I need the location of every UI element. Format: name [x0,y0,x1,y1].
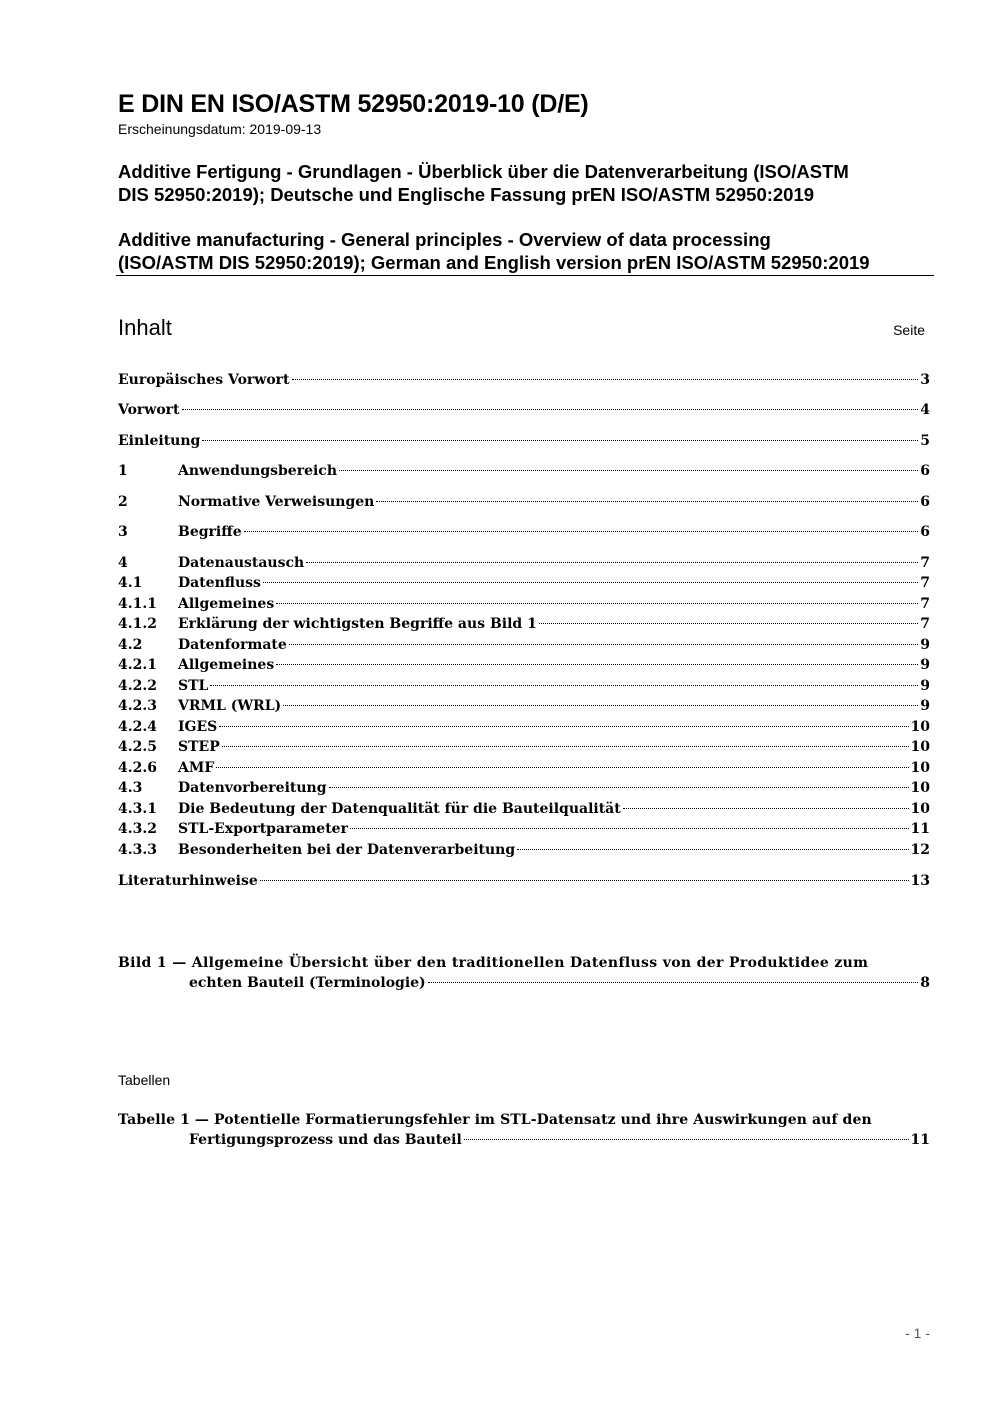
english-title [118,228,938,274]
toc-entry-page: 7 [920,616,930,632]
toc-entry-title: Normative Verweisungen [178,494,375,510]
toc-entry-page: 12 [910,842,930,858]
toc-entry[interactable] [118,698,930,718]
toc-leader [329,787,909,788]
toc-entry-page: 10 [910,801,930,817]
toc-leader [306,562,918,563]
toc-entry-page: 3 [920,372,930,388]
table-caption-line-1: Tabelle 1 — Potentielle Formatierungsfehler im STL-Datensatz und ihre Auswirkungen auf den [118,1112,872,1128]
toc-entry-title: STL [178,678,209,694]
toc-entry[interactable] [118,524,930,544]
toc-entry-page: 7 [920,555,930,571]
english-title-line-2: (ISO/ASTM DIS 52950:2019); German and English version prEN ISO/ASTM 52950:2019 [118,252,870,273]
toc-entry-title: IGES [178,719,218,735]
toc-entry-number: 4.2.1 [118,657,157,673]
toc-leader [202,440,918,441]
toc-leader [350,828,909,829]
toc-entry[interactable] [118,760,930,780]
german-title-line-2: DIS 52950:2019); Deutsche und Englische Fassung prEN ISO/ASTM 52950:2019 [118,184,815,205]
toc-entry[interactable] [118,739,930,759]
toc-entry[interactable] [118,842,930,862]
toc-entry[interactable] [118,657,930,677]
toc-entry-number: 4.2.2 [118,678,157,694]
toc-leader [263,582,918,583]
toc-entry[interactable] [118,575,930,595]
toc-entry-page: 9 [920,657,930,673]
toc-entry[interactable] [118,433,930,453]
toc-entry-number: 4.3 [118,780,143,796]
toc-entry[interactable] [118,494,930,514]
toc-entry-number: 4.1.1 [118,596,157,612]
toc-entry-page: 4 [920,402,930,418]
toc-entry-number: 4.3.2 [118,821,157,837]
toc-entry-page: 9 [920,698,930,714]
toc-entry-title: Datenformate [178,637,287,653]
toc-leader [260,880,909,881]
toc-entry[interactable] [118,596,930,616]
toc-entry-title: Europäisches Vorwort [118,372,290,388]
toc-entry-number: 4.3.1 [118,801,157,817]
toc-entry[interactable] [118,801,930,821]
german-title [118,160,938,206]
figure-page: 8 [920,975,930,991]
toc-entry-page: 11 [910,821,930,837]
toc-leader [517,849,908,850]
toc-entry-title: Datenfluss [178,575,261,591]
toc-entry[interactable] [118,780,930,800]
document-title: E DIN EN ISO/ASTM 52950:2019-10 (D/E) [118,90,589,118]
toc-leader [219,726,908,727]
toc-entry-number: 4.2.4 [118,719,157,735]
figure-list-entry[interactable] [118,953,930,993]
table-list-entry[interactable] [118,1110,930,1150]
toc-entry-number: 4.2.6 [118,760,157,776]
toc-entry[interactable] [118,372,930,392]
toc-leader [283,705,918,706]
toc-entry-number: 3 [118,524,128,540]
toc-entry[interactable] [118,821,930,841]
toc-entry-number: 4.1.2 [118,616,157,632]
toc-entry-page: 9 [920,678,930,694]
publication-date: Erscheinungsdatum: 2019-09-13 [118,121,322,137]
toc-entry-page: 6 [920,463,930,479]
toc-entry-title: Allgemeines [178,657,275,673]
figure-caption-line-1: Bild 1 — Allgemeine Übersicht über den traditionellen Datenfluss von der Produktidee zum [118,955,869,971]
toc-entry[interactable] [118,719,930,739]
toc-entry-number: 4 [118,555,128,571]
toc-leader [623,808,909,809]
toc-leader [539,623,918,624]
toc-entry-title: Literaturhinweise [118,873,258,889]
toc-leader [276,603,918,604]
german-title-line-1: Additive Fertigung - Grundlagen - Überblick über die Datenverarbeitung (ISO/ASTM [118,161,849,182]
english-title-line-1: Additive manufacturing - General principles - Overview of data processing [118,229,771,250]
toc-leader [376,501,918,502]
toc-leader [339,470,918,471]
toc-leader [216,767,908,768]
toc-leader [464,1139,909,1140]
toc-leader [244,531,919,532]
toc-entry-number: 4.2.3 [118,698,157,714]
toc-entry-title: Vorwort [118,402,180,418]
toc-entry-title: VRML (WRL) [178,698,282,714]
figure-caption-line-2: echten Bauteil (Terminologie) [189,975,426,991]
toc-entry-title: Datenaustausch [178,555,305,571]
title-divider [116,275,934,276]
toc-entry-title: Anwendungsbereich [178,463,337,479]
toc-entry-page: 10 [910,780,930,796]
toc-leader [292,379,919,380]
toc-entry-title: Die Bedeutung der Datenqualität für die Bauteilqualität [178,801,621,817]
toc-entry-page: 7 [920,596,930,612]
toc-entry-title: Allgemeines [178,596,275,612]
toc-entry-page: 13 [910,873,930,889]
toc-entry-number: 4.1 [118,575,143,591]
toc-entry-page: 10 [910,760,930,776]
toc-entry-title: AMF [178,760,215,776]
table-caption-line-2: Fertigungsprozess und das Bauteil [189,1132,462,1148]
page-number: - 1 - [905,1325,930,1341]
toc-entry[interactable] [118,678,930,698]
toc-entry-title: Erklärung der wichtigsten Begriffe aus Bild 1 [178,616,537,632]
toc-leader [276,664,918,665]
toc-entry-number: 1 [118,463,128,479]
toc-entry-number: 2 [118,494,128,510]
toc-page-column-label: Seite [893,322,925,338]
toc-entry[interactable] [118,637,930,657]
toc-entry[interactable] [118,555,930,575]
toc-entry-title: Besonderheiten bei der Datenverarbeitung [178,842,516,858]
toc-entry-page: 10 [910,739,930,755]
toc-entry[interactable] [118,463,930,483]
toc-entry-number: 4.3.3 [118,842,157,858]
toc-entry-number: 4.2 [118,637,143,653]
tables-heading: Tabellen [118,1072,171,1088]
table-page: 11 [910,1132,930,1148]
toc-entry-title: Begriffe [178,524,242,540]
toc-leader [222,746,909,747]
toc-leader [210,685,918,686]
toc-leader [182,409,919,410]
toc-entry[interactable] [118,873,930,893]
toc-entry[interactable] [118,616,930,636]
toc-entry-page: 10 [910,719,930,735]
toc-entry-page: 6 [920,524,930,540]
toc-entry-page: 6 [920,494,930,510]
toc-entry-number: 4.2.5 [118,739,157,755]
toc-entry-page: 5 [920,433,930,449]
toc-entry-page: 7 [920,575,930,591]
toc-leader [289,644,918,645]
toc-entry-page: 9 [920,637,930,653]
toc-heading: Inhalt [118,315,172,340]
toc-entry-title: Datenvorbereitung [178,780,327,796]
toc-leader [428,982,919,983]
toc-entry-title: STL-Exportparameter [178,821,348,837]
toc-entry-title: Einleitung [118,433,201,449]
toc-entry-title: STEP [178,739,220,755]
toc-entry[interactable] [118,402,930,422]
